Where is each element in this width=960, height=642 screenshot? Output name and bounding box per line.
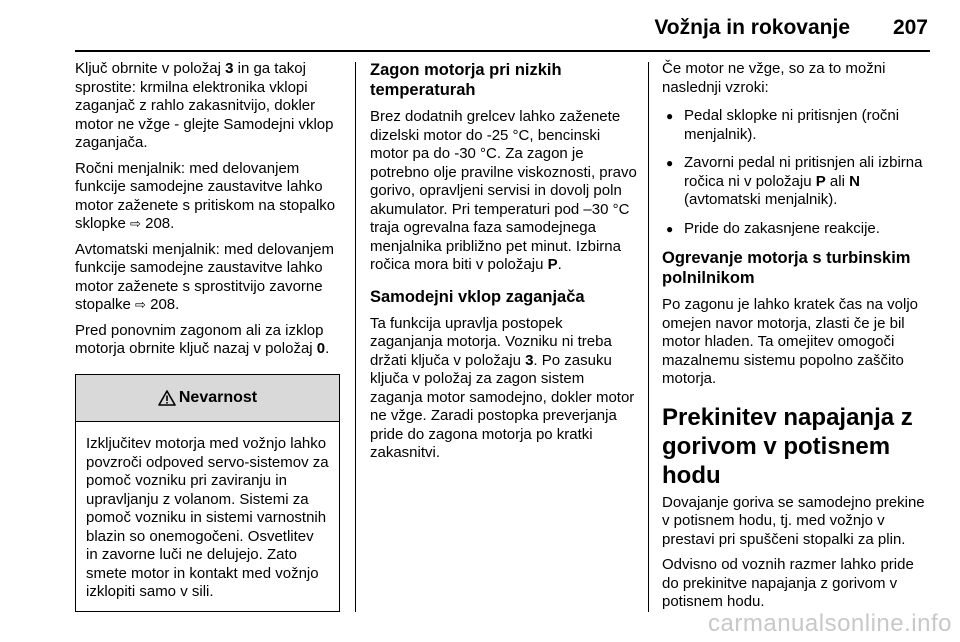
column-middle	[370, 60, 638, 470]
section-heading: Zagon motorja pri nizkih temperaturah	[370, 61, 562, 99]
paragraph	[75, 160, 343, 234]
page-ref: 208.	[145, 296, 180, 313]
watermark: carmanualsonline.info	[708, 610, 952, 637]
column-divider	[355, 62, 356, 612]
page-ref: 208.	[140, 215, 175, 232]
text-bold: 3	[525, 351, 534, 369]
paragraph	[75, 60, 343, 153]
text: Brez dodatnih grelcev lahko zaženete dizelski motor do -25 °C, bencinski motor pa do -30 °C. Za zagon je potrebno olje pravilne viskoznosti, pravo gorivo, opravljeni servisi in dovolj poln akumulator. Pri temperaturi pod –30 °C traja ogrevalna faza samodejnega menjalnika približno pet minut. Izbirna ročica mora biti v položaju	[370, 108, 637, 273]
chapter-heading: Prekinitev napajanja z gorivom v potisnem hodu	[662, 403, 913, 489]
column-left	[75, 60, 343, 366]
page-header	[75, 0, 930, 52]
page-ref-arrow-icon: ⇨	[130, 216, 141, 231]
column-divider	[648, 62, 649, 612]
text: . Po zasuku ključa v položaj za zagon sistem zaganja motor samodejno, dokler motor ne vžge. Zaradi postopka preverjanja pride do zagona motorja po kratki zakasnitvi.	[370, 351, 635, 461]
page-number: 207	[892, 16, 928, 39]
page-title: Vožnja in rokovanje	[654, 16, 850, 39]
paragraph	[370, 108, 638, 275]
warning-header	[76, 375, 339, 422]
text: Avtomatski menjalnik: med delovanjem funkcije samodejne zaustavitve lahko motor zaženete s sprostitvijo zavorne stopalke	[75, 240, 335, 313]
warning-text: Izključitev motorja med vožnjo lahko povzroči odpoved servo-sistemov za pomoč vozniku pri zaviranju in upravljanju z volanom. Sistemi za pomoč vozniku in sistemi varnostnih blazin so onemogočeni. Osvetlitev in zavorne luči ne delujejo. Zato smete motor in kontakt med vožnjo izklopiti samo v sili.	[86, 435, 329, 600]
text: .	[325, 340, 330, 357]
warning-box	[75, 374, 340, 612]
cause-list	[662, 107, 930, 238]
text-bold: N	[849, 172, 860, 190]
text: .	[557, 256, 562, 273]
warning-title: Nevarnost	[178, 388, 258, 406]
text: Ključ obrnite v položaj	[75, 60, 226, 77]
list-item	[662, 154, 930, 210]
text: Pred ponovnim zagonom ali za izklop motorja obrnite ključ nazaj v položaj	[75, 321, 324, 357]
section-heading: Samodejni vklop zaganjača	[370, 287, 585, 306]
paragraph	[75, 322, 343, 359]
text: Ročni menjalnik: med delovanjem funkcije samodejne zaustavitve lahko motor zaženete s pritiskom na stopalko sklopke	[75, 159, 336, 232]
paragraph: Po zagonu je lahko kratek čas na voljo omejen navor motorja, zlasti če je bil motor hladen. Ta omejitev omogoči mazalnemu sistemu popolno zaščito motorja.	[662, 296, 918, 387]
list-item: ● Pride do zakasnjene reakcije.	[662, 220, 930, 239]
text-bold: 3	[225, 60, 234, 77]
paragraph: Če motor ne vžge, so za to možni naslednji vzroki:	[662, 60, 886, 96]
section-heading: Ogrevanje motorja s turbinskim polnilnikom	[662, 249, 911, 287]
text-bold: P	[547, 256, 558, 273]
paragraph: Odvisno od voznih razmer lahko pride do prekinitve napajanja z gorivom v potisnem hodu.	[662, 556, 914, 610]
column-right	[662, 60, 930, 619]
text: (avtomatski menjalnik).	[684, 191, 838, 208]
text: ali	[825, 172, 850, 190]
warning-triangle-icon	[158, 390, 176, 406]
text: Ta funkcija upravlja postopek zaganjanja motorja. Vozniku ni treba držati ključa v položaju	[370, 314, 612, 369]
paragraph	[370, 315, 638, 463]
text-bold: P	[815, 172, 826, 190]
paragraph	[75, 241, 343, 315]
list-item: ● Pedal sklopke ni pritisnjen (ročni menjalnik).	[662, 107, 930, 144]
paragraph: Dovajanje goriva se samodejno prekine v potisnem hodu, tj. med vožnjo v prestavi pri spuščeni stopalki za plin.	[662, 493, 925, 548]
page-ref-arrow-icon: ⇨	[135, 297, 146, 312]
text-bold: 0	[316, 340, 326, 357]
text: in ga takoj sprostite: krmilna elektronika vklopi zaganjač z rahlo zakasnitvijo, dokler motor ne vžge - glejte Samodejni vklop zaganjača.	[75, 60, 334, 151]
text: Zavorni pedal ni pritisnjen ali izbirna ročica ni v položaju	[684, 154, 923, 190]
